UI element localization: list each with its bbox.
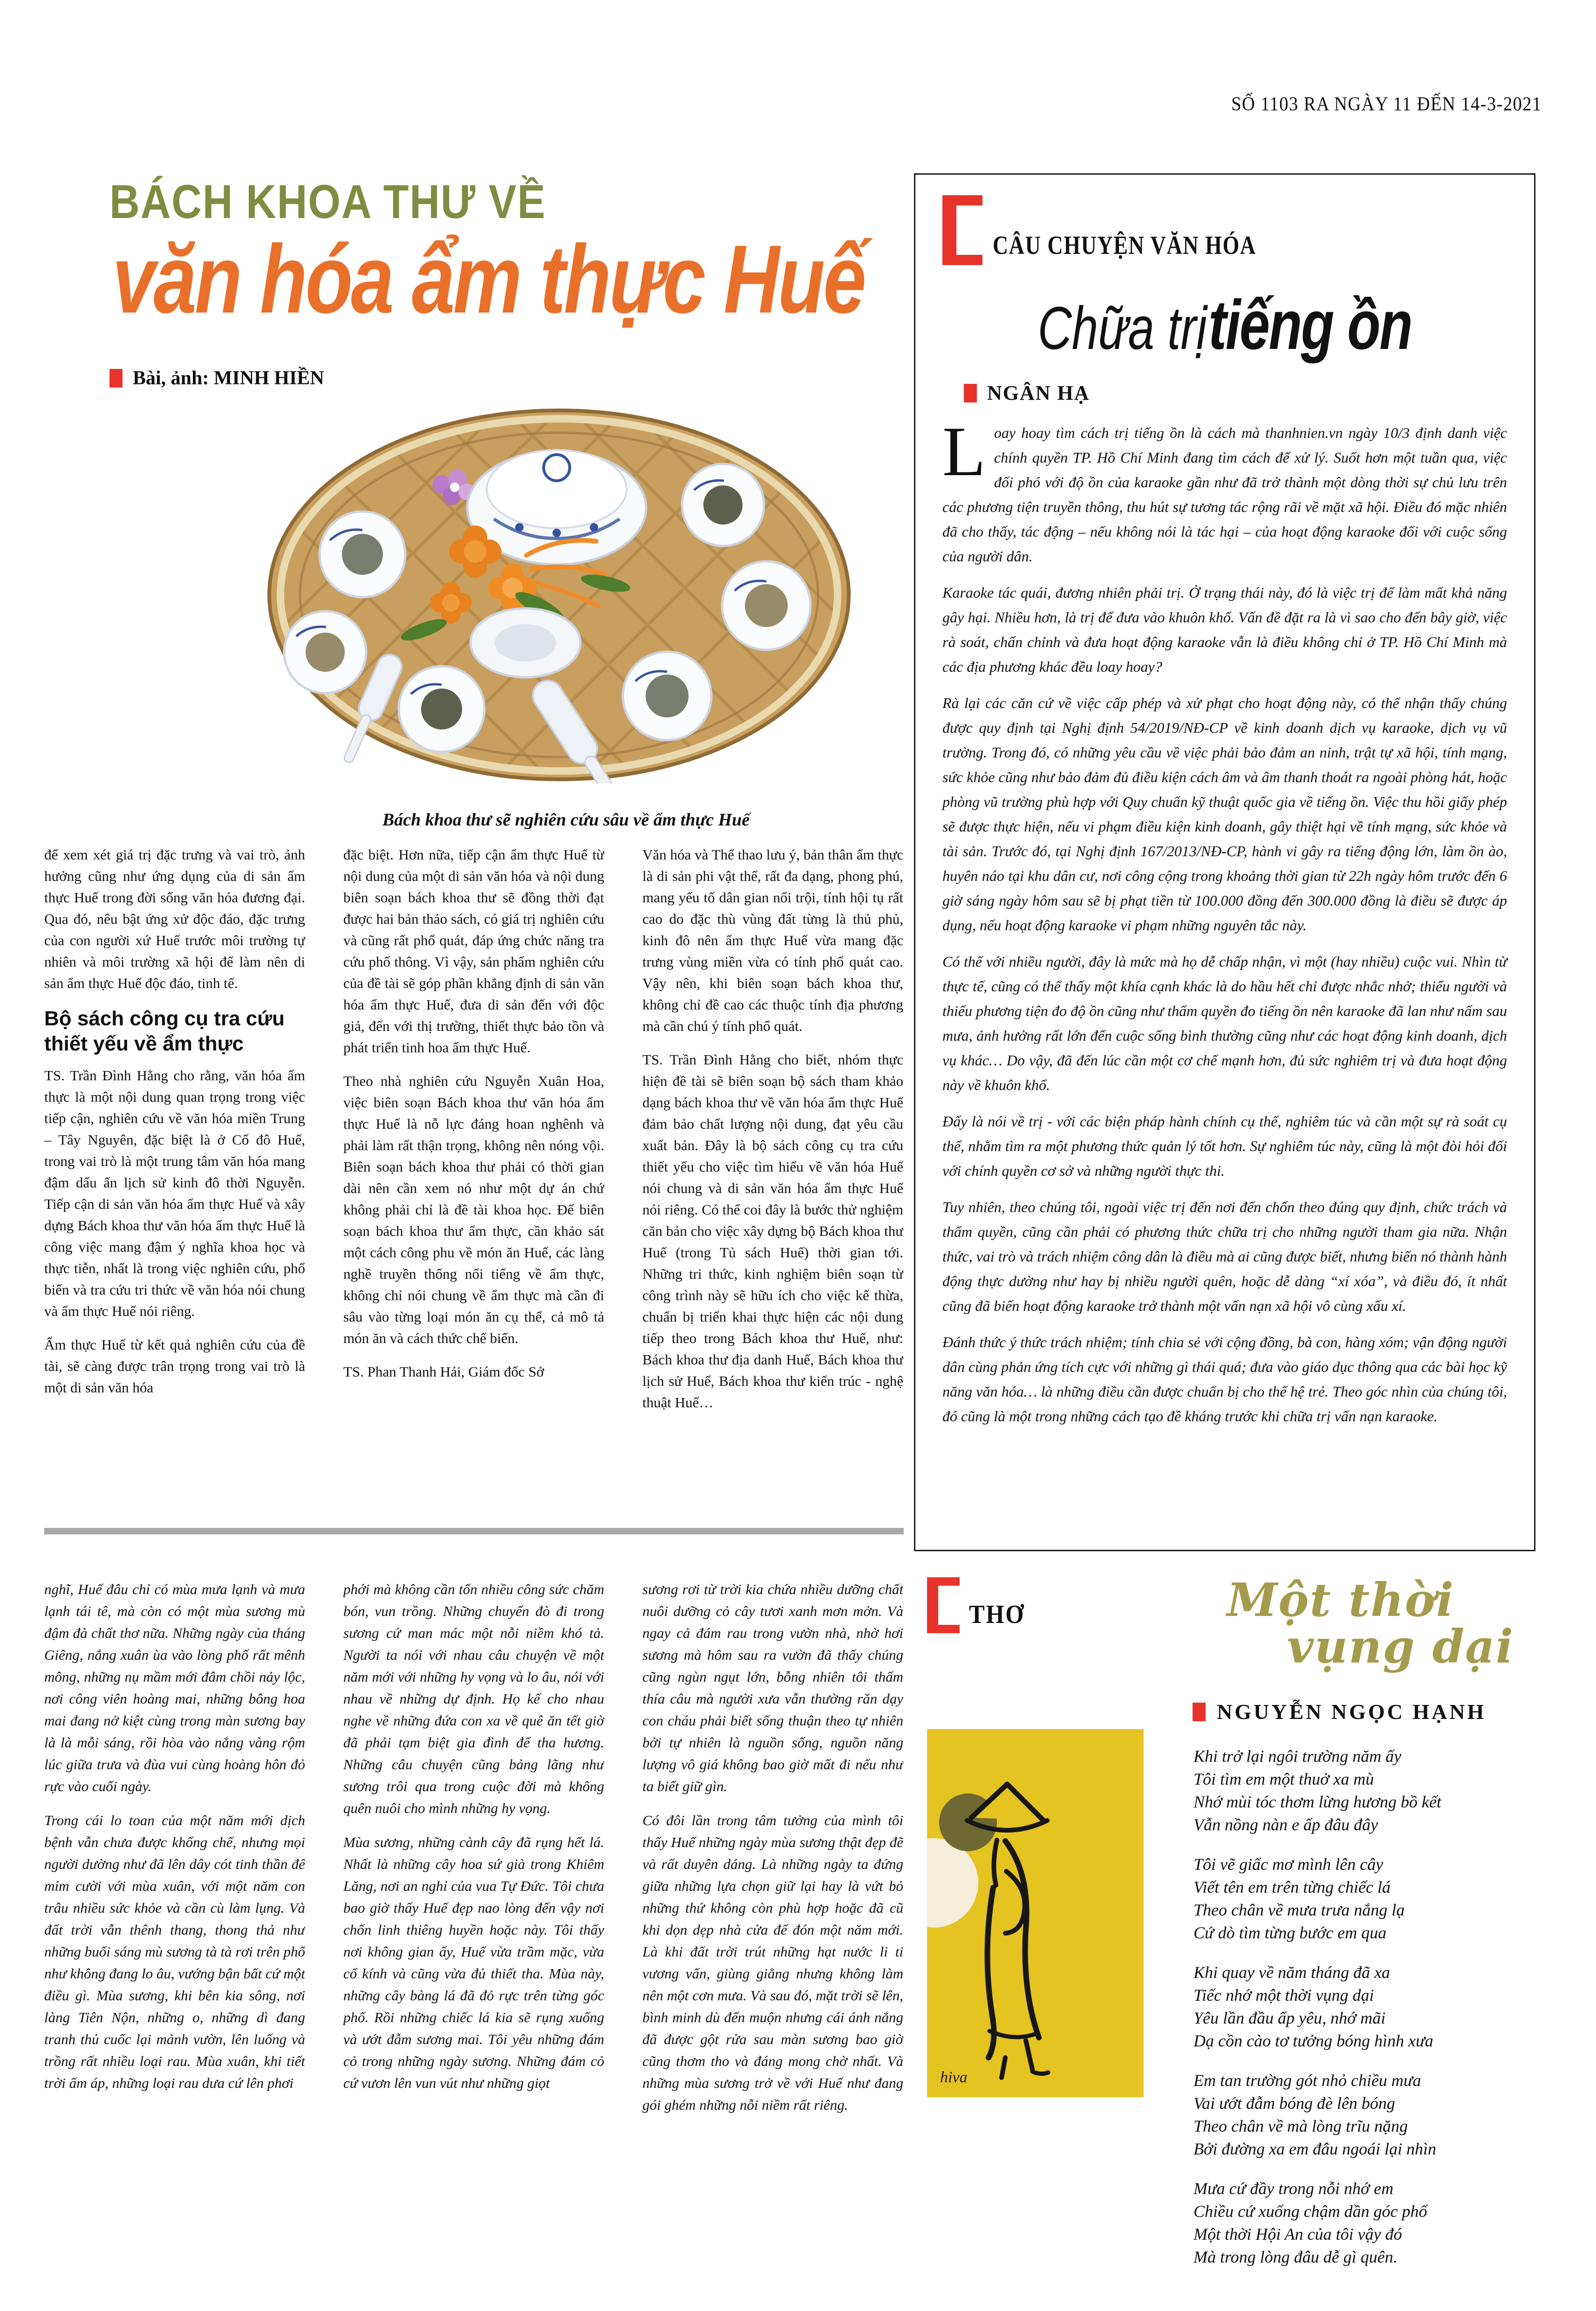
section-label: THƠ <box>969 1600 1025 1629</box>
poem-author-name: NGUYỄN NGỌC HẠNH <box>1217 1700 1487 1724</box>
story-author: NGÂN HẠ <box>987 382 1090 404</box>
poem-stanza <box>1194 2177 1441 2269</box>
illustration-signature: hiva <box>940 2069 968 2086</box>
paragraph: Theo nhà nghiên cứu Nguyễn Xuân Hoa, việc biên soạn Bách khoa thư văn hóa ẩm thực Huế là nỗ lực đáng hoan nghênh và phải làm rất thận trọng, không nên nóng vội. Biên soạn bách khoa thư phải có thời gian dài nên cần xem nó như một dự án chứ không phải chỉ là đề tài khoa học. Để biên soạn bách khoa thư ẩm thực, cần khảo sát một cách công phu về món ăn Huế, các làng nghề truyền thống nổi tiếng về ẩm thực, không chỉ nói chung về ẩm thực mà cần đi sâu vào từng loại món ăn cụ thể, cả mô tả món ăn và cách thức chế biến. <box>343 1073 604 1346</box>
section-bracket-icon <box>942 195 982 265</box>
article-title: văn hóa ẩm thực Huế <box>112 225 865 334</box>
article-byline <box>109 367 324 389</box>
article-column-1 <box>44 844 305 1515</box>
main-article <box>44 168 904 2285</box>
poem-line: Khi trở lại ngôi trường năm ấy <box>1194 1747 1402 1766</box>
essay-column-1 <box>44 1578 305 2285</box>
poem-line: Mưa cứ đầy trong nỗi nhớ em <box>1194 2179 1394 2198</box>
poem-stanza <box>1194 1853 1441 1944</box>
article-column-3 <box>642 844 903 1515</box>
paragraph: nghĩ, Huế đâu chỉ có mùa mưa lạnh và mưa lạnh tái tê, mà còn có một mùa sương mù đậm đà chất thơ nữa. Những ngày của tháng Giêng, nắng xuân ùa vào lòng phố rất mênh mông, những nụ mầm mới đâm chồi nảy lộc, nơi công viên hoàng mai, những bông hoa mai đang nở kiệt cùng trong màn sương bay là là mỗi sáng, rồi hòa vào nắng vàng rộm lúc giữa trưa và đùa vui cùng hoàng hôn đỏ rực vào cuối ngày. <box>44 1581 305 1794</box>
paragraph: Trong cái lo toan của một năm mới dịch bệnh vẫn chưa được khống chế, nhưng mọi người dường như đã lên dây cót tinh thần để mỉm cười với mùa xuân, với một năm con trâu nhiều sức khỏe và cần cù làm lụng. Và đất trời vẫn thênh thang, thong thả như những buổi sáng mù sương tà tà rơi trên phố như không đang lo âu, vướng bận bất cứ một điều gì. Mùa sương, khi bên kia sông, nơi làng Tiên Nộn, những o, những dì đang tranh thủ cuốc lại mảnh vườn, lên luống và trồng rất nhiều loại rau. Mùa xuân, khi tiết trời ấm áp, những loại rau dưa cứ lên phơi <box>44 1812 305 2091</box>
poem-line: Một thời Hội An của tôi vậy đó <box>1194 2225 1402 2243</box>
paragraph: Loay hoay tìm cách trị tiếng ồn là cách mà thanhnien.vn ngày 10/3 định danh việc chính quyền TP. Hồ Chí Minh đang tìm cách để xử lý. Suốt hơn một tuần qua, việc đối phó với độ ồn của karaoke gần như đã trở thành một dòng thời sự chủ lưu trên các phương tiện truyền thông, thu hút sự tương tác rộng rãi về mặt xã hội. Điều đó mặc nhiên đã cho thấy, tác động – nếu không nói là tác hại – của hoạt động karaoke đối với cuộc sống của người dân. <box>942 412 1507 565</box>
paragraph: Mùa sương, những cành cây đã rụng hết lá. Nhất là những cây hoa sứ già trong Khiêm Lăng, nơi an nghỉ của vua Tự Đức. Tôi chưa bao giờ thấy Huế đẹp nao lòng đến vậy nơi chốn linh thiêng huyền hoặc này. Tôi thấy nơi không gian ấy, Huế vừa trầm mặc, vừa cổ kính và cũng vừa đủ thiết tha. Mùa này, những cây bàng lá đã đỏ rực trên từng góc phố. Rồi những chiếc lá kia sẽ rụng xuống và ướt đẫm sương mai. Tôi yêu những đám cỏ trong những ngày sương. Những đám cỏ cứ vươn lên vun vút như những giọt <box>343 1834 604 2091</box>
poem-line: Vẫn nồng nàn e ấp đâu đây <box>1194 1815 1378 1834</box>
paragraph: Tuy nhiên, theo chúng tôi, ngoài việc trị đến nơi đến chốn theo đúng quy định, chức trách và thẩm quyền, cũng cần phải có phương thức chữa trị cho những người tham gia nữa. Nhận thức, vai trò và trách nhiệm công dân là điều mà ai cũng được biết, nhưng biến nó thành hành động thực dường như hay bị nhiều người quên, hoặc dễ dàng “xí xóa”, và điều đó, ít nhất cũng đã biến hoạt động karaoke trở thành một vấn nạn xã hội vô cùng xấu xí. <box>942 1199 1507 1314</box>
essay-column-2 <box>343 1578 604 2285</box>
poem-line: Chiều cứ xuống chậm dần góc phố <box>1194 2202 1427 2221</box>
poem-line: Tôi vẽ giấc mơ mình lên cây <box>1194 1855 1384 1874</box>
photo-caption: Bách khoa thư sẽ nghiên cứu sâu về ẩm thực Huế <box>382 810 750 830</box>
culture-story-box <box>914 173 1535 1551</box>
story-title <box>1004 285 1445 365</box>
paragraph: Karaoke tác quái, đương nhiên phải trị. Ở trạng thái này, đó là việc trị để làm mất khả năng gây hại. Nhiều hơn, là trị để đưa vào khuôn khổ. Vấn đề đặt ra là vì sao cho đến bây giờ, việc rà soát, chấn chỉnh và đưa hoạt động karaoke vẫn là điều không chỉ ở TP. Hồ Chí Minh mà các địa phương khác đều loay hoay? <box>942 584 1507 675</box>
poem-line: Dạ cồn cào tơ tưởng bóng hình xưa <box>1194 2031 1433 2050</box>
poem-line: Theo chân về mà lòng trĩu nặng <box>1194 2117 1408 2135</box>
paragraph: TS. Trần Đình Hằng cho biết, nhóm thực hiện đề tài sẽ biên soạn bộ sách tham khảo dạng bách khoa thư về văn hóa ẩm thực Huế đảm bảo chất lượng nội dung, đạt yêu cầu xuất bản. Đây là bộ sách công cụ tra cứu thiết yếu cho việc tìm hiểu về văn hóa Huế nói chung và di sản văn hóa ẩm thực Huế nói riêng. Có thể coi đây là bước thử nghiệm căn bản cho việc xây dựng bộ Bách khoa thư Huế (trong Tủ sách Huế) thời gian tới. Những tri thức, kinh nghiệm biên soạn từ công trình này sẽ hữu ích cho việc kế thừa, chuẩn bị triển khai thực hiện các nội dung tiếp theo trong Bách khoa thư Huế, như: Bách khoa thư địa danh Huế, Bách khoa thư lịch sử Huế, Bách khoa thư kiến trúc - nghệ thuật Huế… <box>642 1051 903 1411</box>
poem-body <box>1194 1745 1441 2285</box>
essay-column-3 <box>642 1578 903 2285</box>
article-kicker: BÁCH KHOA THƯ VỀ <box>109 175 546 228</box>
section-header <box>942 195 1507 265</box>
section-bracket-icon <box>927 1577 960 1633</box>
poem-stanza <box>1194 2069 1441 2161</box>
paragraph: đặc biệt. Hơn nữa, tiếp cận ẩm thực Huế từ nội dung của một di sản văn hóa và nội dung biên soạn bách khoa thư sẽ đồng thời đạt được hai bản thảo sách, có giá trị nghiên cứu và cũng rất phổ quát, đáp ứng chức năng tra cứu phổ thông. Vì vậy, sản phẩm nghiên cứu của đề tài sẽ góp phần khẳng định di sản văn hóa ẩm thực Huế, đưa di sản đến với độc giả, đến với thị trường, thiết thực bảo tồn và phát triển tinh hoa ẩm thực Huế. <box>343 846 604 1056</box>
section-divider <box>44 1528 904 1534</box>
poem-title-line2: vụng dại <box>1287 1620 1514 1674</box>
poem-line: Mà trong lòng đâu dễ gì quên. <box>1194 2248 1398 2266</box>
poem-byline <box>1193 1699 1486 1724</box>
poem-line: Cứ dò tìm từng bước em qua <box>1194 1923 1387 1942</box>
red-square-icon <box>964 384 977 402</box>
food-photo <box>252 388 880 784</box>
story-body <box>942 412 1507 1429</box>
paragraph: Rà lại các căn cứ về việc cấp phép và xử phạt cho hoạt động này, có thể nhận thấy chúng được quy định tại Nghị định 54/2019/NĐ-CP về kinh doanh dịch vụ karaoke, dịch vụ vũ trường. Trong đó, có những yêu cầu về việc phải bảo đảm an ninh, trật tự xã hội, tính mạng, sức khỏe cũng như bảo đảm đủ điều kiện cách âm và âm thanh thoát ra ngoài phòng hát, hoặc phòng vũ trường phù hợp với Quy chuẩn kỹ thuật quốc gia về tiếng ồn. Việc thu hồi giấy phép sẽ được thực hiện, nếu vi phạm điều kiện kinh doanh, gây thiệt hại về tính mạng, sức khỏe và tài sản. Trước đó, tại Nghị định 167/2013/NĐ-CP, hành vi gây ra tiếng động lớn, làm ồn ào, huyên náo tại khu dân cư, nơi công cộng trong khoảng thời gian từ 22h ngày hôm trước đến 6 giờ sáng ngày hôm sau sẽ bị phạt tiền từ 100.000 đồng đến 300.000 đồng là điều sẽ được áp dụng, nếu hoạt động karaoke vi phạm những nguyên tắc này. <box>942 695 1507 934</box>
paragraph: Có thể với nhiều người, đây là mức mà họ dễ chấp nhận, vì một (hay nhiều) cuộc vui. Nhìn từ thực tế, cũng có thể thấy một khía cạnh khác là do hầu hết chỉ được nhắc nhở; thiếu người và thiếu phương tiện đo độ ồn cũng như thẩm quyền đo tiếng ồn nên karaoke đã lan như nấm sau mưa, ảnh hưởng rất lớn đến cuộc sống bình thường cũng như các hoạt động kinh doanh, dịch vụ khác… Do vậy, đã đến lúc cần một cơ chế mạnh hơn, đủ sức nghiêm trị và đưa hoạt động này về khuôn khổ. <box>942 953 1507 1093</box>
article-byline-text: Bài, ảnh: MINH HIỀN <box>133 368 324 389</box>
poem-line: Tiếc nhớ một thời vụng dại <box>1194 1986 1374 2004</box>
drop-cap: L <box>942 412 986 491</box>
mist-essay <box>44 1578 903 2285</box>
poem-line: Yêu lần đầu ấp yêu, nhớ mãi <box>1194 2009 1386 2027</box>
section-header <box>927 1577 1031 1633</box>
issue-date: SỐ 1103 RA NGÀY 11 ĐẾN 14-3-2021 <box>1231 94 1542 115</box>
poem-line: Theo chân về mưa trưa nắng lạ <box>1194 1901 1405 1919</box>
poem-line: Bởi đường xa em đâu ngoái lại nhìn <box>1194 2140 1437 2158</box>
poem-line: Viết tên em trên từng chiếc lá <box>1194 1878 1391 1896</box>
paragraph: Có đôi lần trong tâm tưởng của mình tôi thấy Huế những ngày mùa sương thật đẹp đẽ và rất duyên dáng. Là những ngày ta đứng giữa những lựa chọn giữ lại hay là vứt bỏ những thứ không còn phù hợp hoặc đã cũ khi dọn dẹp nhà cửa để đón một năm mới. Là khi đất trời trút những hạt nước li ti vương vấn, giùng giằng nhưng không làm nên một cơn mưa. Và sau đó, mặt trời sẽ lên, bình minh dù đến muộn nhưng cái ánh nắng đã được gột rửa sau màn sương bao giờ cũng thơm tho và đáng mong chờ nhất. Và những mùa sương trở về với Huế như đang gói ghém những nỗi niềm rất riêng. <box>642 1812 903 2113</box>
paragraph: Đấy là nói về trị - với các biện pháp hành chính cụ thể, nghiêm túc và cần một sự rà soát cụ thể, nhằm tìm ra một phương thức quản lý tốt hơn. Sự nghiêm túc này, cũng là một đòi hỏi đối với chính quyền cơ sở và những người thực thi. <box>942 1113 1507 1179</box>
poem-stanza <box>1194 1745 1441 1836</box>
poem-line: Nhớ mùi tóc thơm lừng hương bồ kết <box>1194 1793 1441 1811</box>
red-square-icon <box>109 369 123 388</box>
paragraph: Đánh thức ý thức trách nhiệm; tính chia sẻ với cộng đồng, bà con, hàng xóm; vận động người dân cùng phản ứng tích cực với những gì thái quá; đưa vào giáo dục thông qua các bài học kỹ năng văn hóa… là những điều cần được chuẩn bị cho thế hệ trẻ. Theo góc nhìn của chúng tôi, đó cũng là một trong những cách tạo đề kháng trước khi chữa trị vấn nạn karaoke. <box>942 1334 1507 1425</box>
paragraph: sương rơi từ trời kia chứa nhiều dưỡng chất nuôi dưỡng cỏ cây tươi xanh mơn mởn. Và ngay cả đám rau trong vườn nhà, nhờ hơi sương mà hôm sau ra vườn đã thấy chúng cũng ngùn ngụt lớn, bỗng nhiên tôi thấm thía câu mà người xưa vẫn thường răn dạy con cháu phải biết sống thuận theo tự nhiên bởi tự nhiên là nguồn sống, nguồn năng lượng vô giá không bao giờ mất đi nếu như ta biết giữ gìn. <box>642 1581 903 1794</box>
paragraph: Ẩm thực Huế từ kết quả nghiên cứu của đề tài, sẽ càng được trân trọng trong vai trò là một di sản văn hóa <box>44 1336 305 1396</box>
paragraph: TS. Phan Thanh Hải, Giám đốc Sở <box>343 1363 544 1380</box>
story-title-bold: tiếng ồn <box>1208 286 1412 364</box>
article-subhead: Bộ sách công cụ tra cứu thiết yếu về ẩm thực <box>44 1007 285 1055</box>
story-byline <box>964 381 1507 405</box>
poem-stanza <box>1194 1961 1441 2052</box>
poem-section <box>914 1575 1535 2287</box>
poem-line: Vai ướt đẫm bóng đè lên bóng <box>1194 2094 1395 2113</box>
paragraph: để xem xét giá trị đặc trưng và vai trò, ảnh hưởng cũng như ứng dụng của di sản ẩm thực Huế trong đời sống văn hóa đương đại. Qua đó, nêu bật ứng xử độc đáo, đặc trưng của con người xứ Huế trước môi trường tự nhiên và môi trường xã hội để làm nên di sản ẩm thực Huế độc đáo, tinh tế. <box>44 846 305 991</box>
poem-title-line1: Một thời <box>1227 1574 1454 1627</box>
article-columns <box>44 844 903 1515</box>
article-column-2 <box>343 844 604 1515</box>
paragraph: phới mà không cần tốn nhiều công sức chăm bón, vun trồng. Những chuyến đò đi trong sương cứ man mác một nỗi niềm khó tả. Người ta nói với nhau câu chuyện về một năm mới với những hy vọng và lo âu, nói với nhau về những dự định. Họ kể cho nhau nghe về những đứa con xa về quê ăn tết giờ đã phải tạm biệt gia đình để tha hương. Những câu chuyện cũng bảng lãng như sương trôi qua trong cuộc đời mà không quên nuôi cho mình những hy vọng. <box>343 1581 604 1816</box>
poem-line: Em tan trường gót nhỏ chiều mưa <box>1194 2071 1421 2090</box>
story-title-light: Chữa trị <box>1037 294 1207 362</box>
poem-title <box>1227 1574 1514 1674</box>
poem-line: Khi quay về năm tháng đã xa <box>1194 1963 1390 1982</box>
section-label: CÂU CHUYỆN VĂN HÓA <box>993 231 1256 260</box>
paragraph: TS. Trần Đình Hằng cho rằng, văn hóa ẩm thực là một nội dung quan trọng trong việc tiếp cận, nghiên cứu về văn hóa miền Trung – Tây Nguyên, đặc biệt là ở Cố đô Huế, trong vai trò là một trung tâm văn hóa mang đậm dấu ấn lịch sử kinh đô thời Nguyễn. Tiếp cận di sản văn hóa ẩm thực Huế và xây dựng Bách khoa thư văn hóa ẩm thực Huế là công việc mang đậm ý nghĩa khoa học và thực tiễn, nhất là trong việc nghiên cứu, phổ biến và tra cứu tri thức về văn hóa nói chung và ẩm thực Huế nói riêng. <box>44 1067 305 1319</box>
red-square-icon <box>1193 1703 1206 1721</box>
ao-dai-illustration <box>927 1729 1144 2097</box>
poem-line: Tôi tìm em một thuở xa mù <box>1194 1770 1374 1788</box>
paragraph: Văn hóa và Thể thao lưu ý, bản thân ẩm thực là di sản phi vật thể, rất đa dạng, phong phú, mang yếu tố dân gian nổi trội, tính hội tụ rất cao do đặc thù vùng đất từng là thủ phủ, kinh đô nên ẩm thực Huế vừa mang đặc trưng vùng miền vừa có tính phổ quát cao. Vậy nên, khi biên soạn bách khoa thư, không chỉ đề cao các thuộc tính địa phương mà cần chú ý tính phổ quát. <box>642 846 903 1034</box>
